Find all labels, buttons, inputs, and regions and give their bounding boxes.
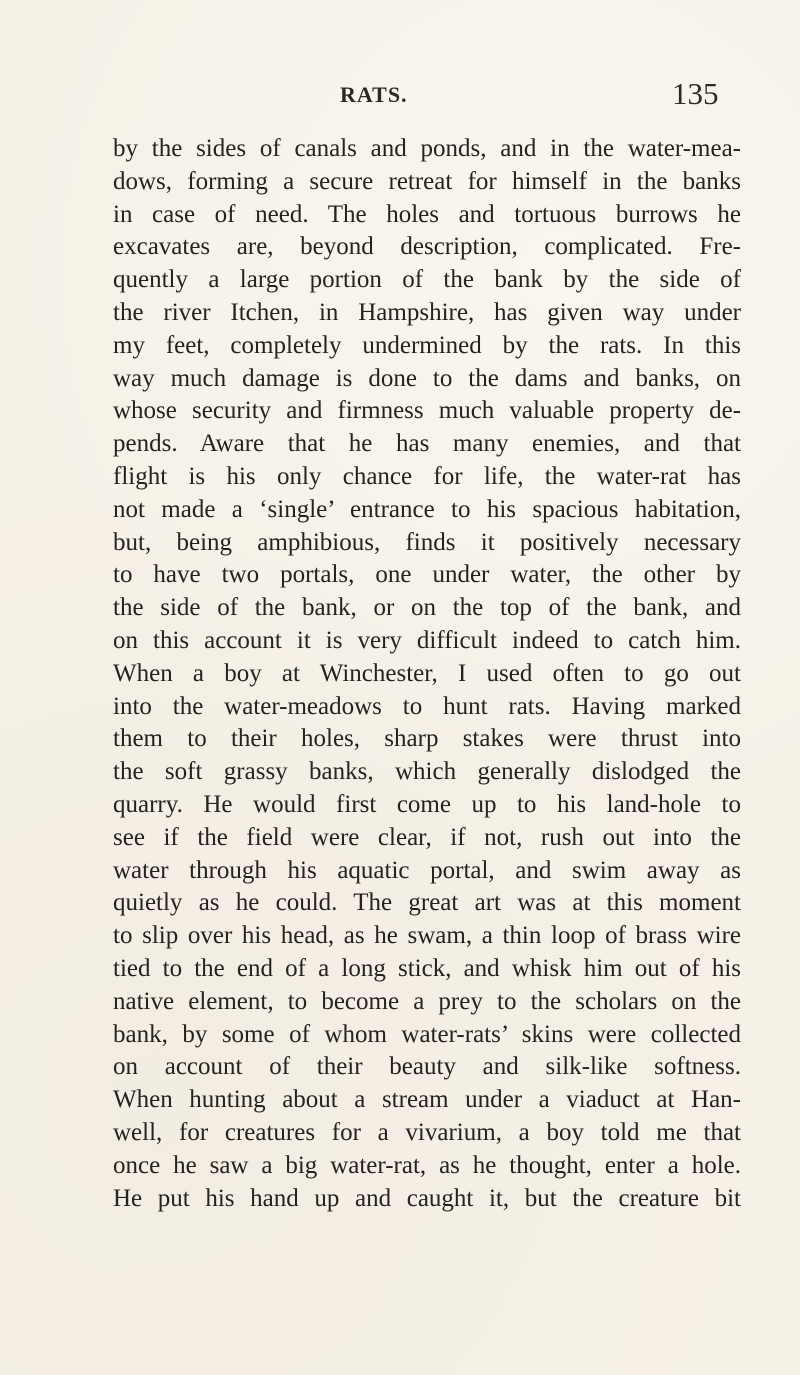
text-line-20: the soft grassy banks, which generally dislodged the [113,758,741,786]
text-line-19: them to their holes, sharp stakes were thrust into [113,725,741,753]
text-line-29: on account of their beauty and silk-like softness. [113,1053,741,1081]
text-line-8: way much damage is done to the dams and banks, on [113,364,741,392]
text-line-6: the river Itchen, in Hampshire, has given way under [113,298,741,326]
text-line-5: quently a large portion of the bank by the side of [113,266,741,294]
text-line-14: to have two portals, one under water, the other by [113,561,741,589]
running-title: RATS. [340,82,408,107]
text-line-21: quarry. He would first come up to his land-hole to [113,790,741,818]
page-number: 135 [672,76,719,111]
text-line-27: native element, to become a prey to the scholars on the [113,987,741,1015]
text-line-4: excavates are, beyond description, complicated. Fre- [113,233,741,261]
text-line-33: He put his hand up and caught it, but the creature bit [113,1184,741,1212]
text-line-18: into the water-meadows to hunt rats. Having marked [113,692,741,720]
text-line-13: but, being amphibious, finds it positively necessary [113,528,741,556]
text-line-3: in case of need. The holes and tortuous burrows he [113,200,741,228]
text-line-30: When hunting about a stream under a viaduct at Han- [113,1086,741,1114]
text-line-12: not made a ‘single’ entrance to his spacious habitation, [113,495,741,523]
text-line-11: flight is his only chance for life, the water-rat has [113,462,741,490]
text-line-9: whose security and firmness much valuable property de- [113,397,741,425]
text-line-15: the side of the bank, or on the top of the bank, and [113,594,741,622]
text-line-24: quietly as he could. The great art was at this moment [113,889,741,917]
text-line-31: well, for creatures for a vivarium, a boy told me that [113,1118,741,1146]
text-line-28: bank, by some of whom water-rats’ skins were collected [113,1020,741,1048]
text-line-32: once he saw a big water-rat, as he thought, enter a hole. [113,1151,741,1179]
text-line-25: to slip over his head, as he swam, a thin loop of brass wire [113,922,741,950]
body-text [113,133,741,1223]
text-line-2: dows, forming a secure retreat for himself in the banks [113,167,741,195]
text-line-17: When a boy at Winchester, I used often to go out [113,659,741,687]
text-line-16: on this account it is very difficult indeed to catch him. [113,626,741,654]
text-line-23: water through his aquatic portal, and swim away as [113,856,741,884]
text-line-22: see if the field were clear, if not, rush out into the [113,823,741,851]
text-line-7: my feet, completely undermined by the rats. In this [113,331,741,359]
text-line-1: by the sides of canals and ponds, and in the water-mea- [113,135,741,162]
text-line-10: pends. Aware that he has many enemies, and that [113,430,741,458]
text-line-26: tied to the end of a long stick, and whisk him out of his [113,954,741,982]
running-head [0,78,800,112]
